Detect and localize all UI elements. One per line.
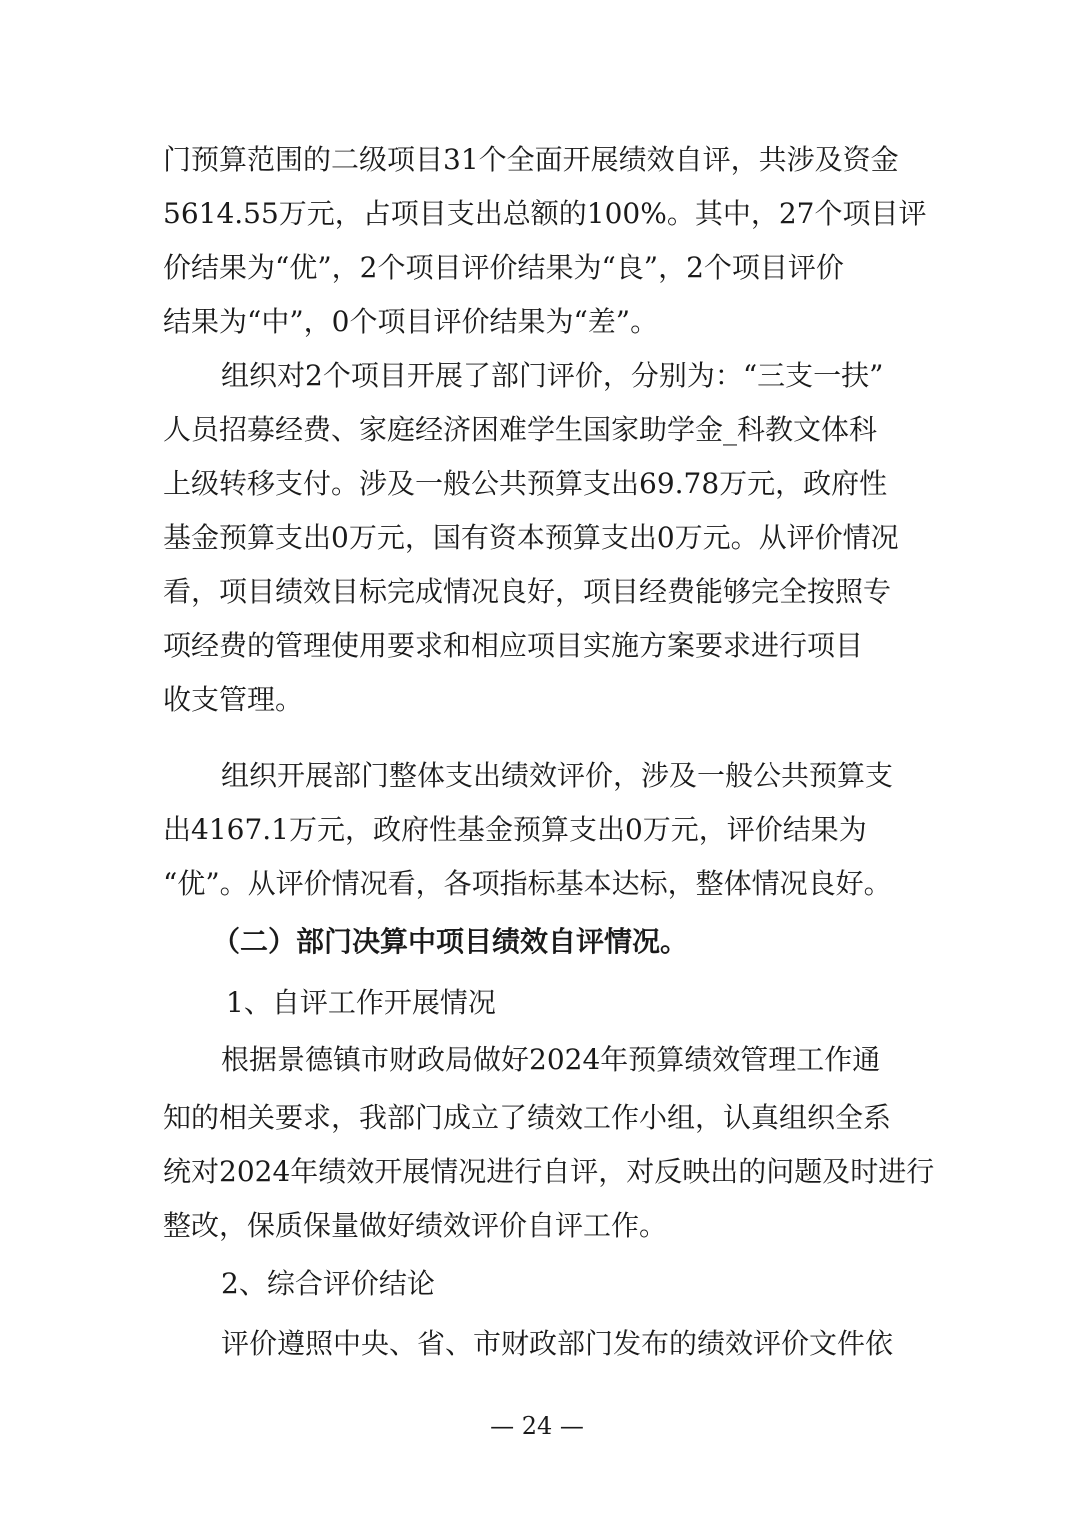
body-text-line: 整改，保质保量做好绩效评价自评工作。 xyxy=(163,1209,668,1242)
body-text-line: 看，项目绩效目标完成情况良好，项目经费能够完全按照专 xyxy=(163,575,892,608)
body-text-line: 统对2024年绩效开展情况进行自评，对反映出的问题及时进行 xyxy=(163,1155,935,1188)
page-number: — 24 — xyxy=(490,1412,584,1440)
paragraph-start-line: 组织开展部门整体支出绩效评价，涉及一般公共预算支 xyxy=(221,759,894,792)
body-text-line: 价结果为“优”，2个项目评价结果为“良”，2个项目评价 xyxy=(163,251,844,284)
body-text-line: 结果为“中”，0个项目评价结果为“差”。 xyxy=(163,305,659,338)
body-text-line: 人员招募经费、家庭经济困难学生国家助学金_科教文体科 xyxy=(163,413,878,446)
body-text-line: 5614.55万元，占项目支出总额的100%。其中，27个项目评 xyxy=(163,197,927,230)
body-text-line: 收支管理。 xyxy=(163,683,304,716)
paragraph-start-line: 组织对2个项目开展了部门评价，分别为：“三支一扶” xyxy=(221,359,884,392)
body-text-line: 出4167.1万元，政府性基金预算支出0万元，评价结果为 xyxy=(163,813,867,846)
body-text-line: “优”。从评价情况看，各项指标基本达标，整体情况良好。 xyxy=(163,867,892,900)
body-text-line: 基金预算支出0万元，国有资本预算支出0万元。从评价情况 xyxy=(163,521,899,554)
subsection-heading: 1、自评工作开展情况 xyxy=(226,986,496,1019)
body-text-line: 上级转移支付。涉及一般公共预算支出69.78万元，政府性 xyxy=(163,467,888,500)
body-text-line: 项经费的管理使用要求和相应项目实施方案要求进行项目 xyxy=(163,629,864,662)
body-text-line: 门预算范围的二级项目31个全面开展绩效自评，共涉及资金 xyxy=(163,143,899,176)
subsection-heading: 2、综合评价结论 xyxy=(221,1267,435,1300)
body-text-line: 知的相关要求，我部门成立了绩效工作小组，认真组织全系 xyxy=(163,1101,892,1134)
paragraph-start-line: 根据景德镇市财政局做好2024年预算绩效管理工作通 xyxy=(221,1043,881,1076)
paragraph-start-line: 评价遵照中央、省、市财政部门发布的绩效评价文件依 xyxy=(221,1327,894,1360)
section-heading: （二）部门决算中项目绩效自评情况。 xyxy=(212,925,689,958)
